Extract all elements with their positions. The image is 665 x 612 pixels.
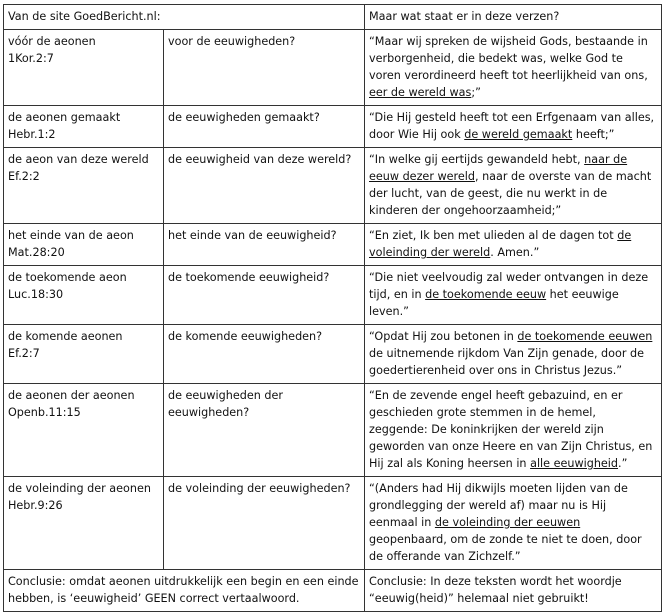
quote-cell <box>365 224 662 266</box>
aeon-term: de voleinding der aeonen <box>8 482 151 495</box>
translation-cell: voor de eeuwigheden? <box>164 30 365 106</box>
table-row <box>4 325 662 384</box>
comparison-table <box>3 4 662 612</box>
term-cell <box>4 384 164 477</box>
translation-cell: de eeuwigheden der eeuwigheden? <box>164 384 365 477</box>
conclusion-right: Conclusie: In deze teksten wordt het woordje “eeuwig(heid)” helemaal niet gebruikt! <box>365 570 662 612</box>
bible-reference: Ef.2:7 <box>8 347 40 360</box>
underlined-phrase: alle eeuwigheid <box>530 457 619 470</box>
table-row <box>4 384 662 477</box>
underlined-phrase: de voleinding der eeuwen <box>434 516 581 529</box>
aeon-term: de komende aeonen <box>8 330 123 343</box>
header-row <box>4 5 662 30</box>
bible-reference: Openb.11:15 <box>8 406 81 419</box>
quote-cell <box>365 30 662 106</box>
aeon-term: de aeonen gemaakt <box>8 111 121 124</box>
bible-reference: Luc.18:30 <box>8 288 64 301</box>
quote-text: “Die niet veelvoudig zal weder ontvangen in deze tijd, en in <box>369 271 649 301</box>
underlined-phrase: eer de wereld was <box>369 86 472 99</box>
quote-text: het eeuwige leven.” <box>369 288 619 318</box>
quote-text: geopenbaard, om de zonde te niet te doen, door de offerande van Zichzelf.” <box>369 533 642 563</box>
bible-reference: Hebr.1:2 <box>8 128 56 141</box>
quote-text: de uitnemende rijkdom Van Zijn genade, door de goedertierenheid over ons in Christus Jezus.” <box>369 347 644 377</box>
table-row <box>4 477 662 570</box>
underlined-phrase: de toekomende eeuwen <box>517 330 653 343</box>
header-right: Maar wat staat er in deze verzen? <box>365 5 662 30</box>
quote-text: “(Anders had Hij dikwijls moeten lijden van de grondlegging der wereld af) maar nu is Hij eenmaal in <box>369 482 628 529</box>
term-cell <box>4 106 164 148</box>
underlined-phrase: de voleinding der wereld <box>369 229 632 259</box>
quote-text: “Die Hij gesteld heeft tot een Erfgenaam van alles, door Wie Hij ook <box>369 111 655 141</box>
aeon-term: de aeonen der aeonen <box>8 389 135 402</box>
term-cell <box>4 30 164 106</box>
term-cell <box>4 477 164 570</box>
quote-text: “Opdat Hij zou betonen in <box>369 330 518 343</box>
underlined-phrase: de toekomende eeuw <box>425 288 547 301</box>
quote-cell <box>365 384 662 477</box>
quote-cell <box>365 477 662 570</box>
bible-reference: Ef.2:2 <box>8 170 40 183</box>
term-cell <box>4 224 164 266</box>
term-cell <box>4 325 164 384</box>
underlined-phrase: naar de eeuw dezer wereld <box>369 153 628 183</box>
translation-cell: de eeuwigheden gemaakt? <box>164 106 365 148</box>
table-row <box>4 106 662 148</box>
table-row <box>4 30 662 106</box>
translation-cell: het einde van de eeuwigheid? <box>164 224 365 266</box>
translation-cell: de voleinding der eeuwigheden? <box>164 477 365 570</box>
quote-cell <box>365 148 662 224</box>
quote-text: . Amen.” <box>490 246 540 259</box>
translation-cell: de toekomende eeuwigheid? <box>164 266 365 325</box>
bible-reference: Mat.28:20 <box>8 246 65 259</box>
quote-text: “In welke gij eertijds gewandeld hebt, <box>369 153 585 166</box>
footer-row <box>4 570 662 612</box>
header-left: Van de site GoedBericht.nl: <box>4 5 365 30</box>
translation-cell: de komende eeuwigheden? <box>164 325 365 384</box>
table-row <box>4 148 662 224</box>
quote-text: ;” <box>471 86 481 99</box>
bible-reference: Hebr.9:26 <box>8 499 63 512</box>
quote-text: .” <box>618 457 628 470</box>
translation-cell: de eeuwigheid van deze wereld? <box>164 148 365 224</box>
term-cell <box>4 148 164 224</box>
quote-text: “Maar wij spreken de wijsheid Gods, bestaande in verborgenheid, die bedekt was, welke God te voren verordineerd heeft tot heerlijkheid van ons, <box>369 35 648 82</box>
table-row <box>4 224 662 266</box>
bible-reference: 1Kor.2:7 <box>8 52 54 65</box>
term-cell <box>4 266 164 325</box>
conclusion-left: Conclusie: omdat aeonen uitdrukkelijk een begin en een einde hebben, is ‘eeuwigheid’ GEEN correct vertaalwoord. <box>4 570 365 612</box>
table-row <box>4 266 662 325</box>
quote-text: “En ziet, Ik ben met ulieden al de dagen tot <box>369 229 618 242</box>
aeon-term: de toekomende aeon <box>8 271 127 284</box>
quote-text: “En de zevende engel heeft gebazuind, en er geschieden grote stemmen in de hemel, zeggende: De koninkrijken der wereld zijn geworden van onze Heere en van Zijn Christus, en Hij zal als Koning heersen in <box>369 389 653 470</box>
quote-cell <box>365 106 662 148</box>
aeon-term: vóór de aeonen <box>8 35 96 48</box>
quote-text: heeft;” <box>572 128 615 141</box>
aeon-term: het einde van de aeon <box>8 229 134 242</box>
underlined-phrase: de wereld gemaakt <box>464 128 573 141</box>
quote-cell <box>365 266 662 325</box>
quote-cell <box>365 325 662 384</box>
aeon-term: de aeon van deze wereld <box>8 153 149 166</box>
quote-text: , naar de overste van de macht der lucht, van de geest, die nu werkt in de kinderen der ongehoorzaamheid;” <box>369 170 652 217</box>
